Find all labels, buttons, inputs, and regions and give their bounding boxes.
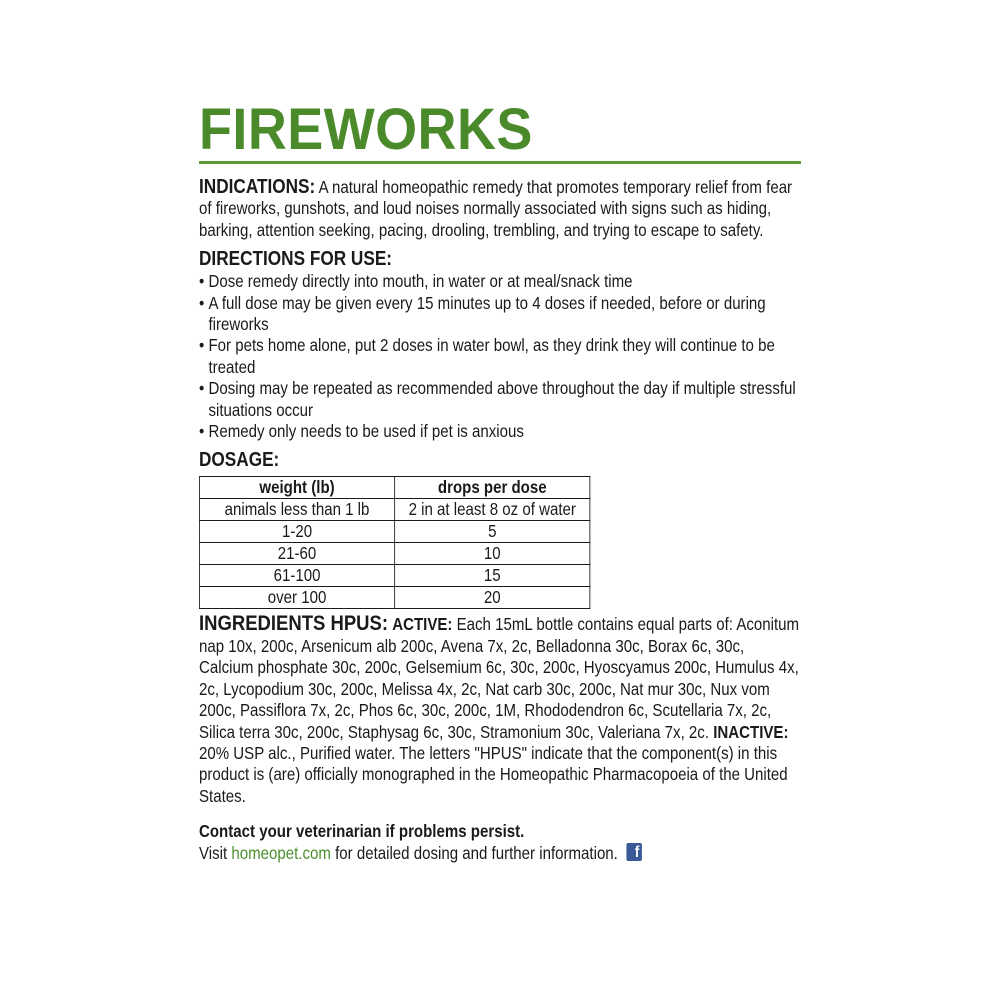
cell-drops: 20 (395, 587, 590, 609)
ingredients-label: INGREDIENTS HPUS: (199, 611, 389, 636)
page-title: FIREWORKS (199, 97, 533, 162)
list-item: • Remedy only needs to be used if pet is anxious (199, 421, 801, 442)
indications-text: A natural homeopathic remedy that promotes temporary relief from fear of fireworks, gunshots, and loud noises normally associated with signs such as hiding, barking, attention seeking, pacing, drooling, trembling, and trying to escape to safety. (199, 177, 793, 240)
dosage-table (199, 476, 590, 609)
active-text: Each 15mL bottle contains equal parts of: Aconitum nap 10x, 200c, Arsenicum alb 200c, Avena 7x, 2c, Belladonna 30c, Borax 6c, 30c, Calcium phosphate 30c, 200c, Gelsemium 6c, 30c, 200c, Hyoscyamus 200c, Humulus 4x, 2c, Lycopodium 30c, 200c, Melissa 4x, 2c, Nat carb 30c, 200c, Nat mur 30c, Nux vom 200c, Passiflora 7x, 2c, Phos 6c, 30c, 200c, 1M, Rhododendron 6c, Scutellaria 7x, 2c, Silica terra 30c, 200c, Staphysag 6c, 30c, Stramonium 30c, Valeriana 7x, 2c. (199, 614, 800, 742)
cell-weight: animals less than 1 lb (199, 499, 394, 521)
contact-notice: Contact your veterinarian if problems persist. (199, 821, 525, 842)
visit-suffix: for detailed dosing and further information. (330, 842, 618, 863)
list-item: • For pets home alone, put 2 doses in water bowl, as they drink they will continue to be treated (199, 335, 801, 378)
table-row (199, 565, 589, 587)
cell-drops: 5 (395, 521, 590, 543)
list-item: • Dosing may be repeated as recommended above throughout the day if multiple stressful situations occur (199, 378, 801, 421)
directions-list (199, 271, 801, 442)
label-body (199, 177, 801, 864)
cell-drops: 15 (395, 565, 590, 587)
cell-weight: over 100 (199, 587, 394, 609)
table-row (199, 543, 589, 565)
cell-drops: 10 (395, 543, 590, 565)
header-drops: drops per dose (395, 477, 590, 499)
cell-weight: 1-20 (199, 521, 394, 543)
inactive-label: INACTIVE: (713, 721, 789, 742)
table-header-row (199, 477, 589, 499)
facebook-glyph: f (634, 843, 640, 861)
directions-label: DIRECTIONS FOR USE: (199, 248, 393, 271)
dosage-label: DOSAGE: (199, 449, 280, 472)
facebook-icon[interactable] (626, 843, 641, 861)
ingredients-section (199, 613, 801, 807)
active-label: ACTIVE: (392, 614, 453, 635)
cell-weight: 61-100 (199, 565, 394, 587)
cell-drops: 2 in at least 8 oz of water (395, 499, 590, 521)
indications-label: INDICATIONS: (199, 176, 316, 198)
list-item: • A full dose may be given every 15 minutes up to 4 doses if needed, before or during fireworks (199, 293, 801, 336)
visit-line (199, 843, 801, 864)
table-row (199, 521, 589, 543)
cell-weight: 21-60 (199, 543, 394, 565)
table-row (199, 499, 589, 521)
list-item: • Dose remedy directly into mouth, in water or at meal/snack time (199, 271, 801, 292)
indications-section (199, 177, 801, 241)
product-label (199, 98, 801, 864)
website-link[interactable]: homeopet.com (231, 842, 331, 863)
inactive-text: 20% USP alc., Purified water. The letters "HPUS" indicate that the component(s) in this product is (are) officially monographed in the Homeopathic Pharmacopoeia of the United States. (199, 742, 788, 806)
visit-prefix: Visit (199, 842, 232, 863)
table-row (199, 587, 589, 609)
header-weight: weight (lb) (199, 477, 394, 499)
